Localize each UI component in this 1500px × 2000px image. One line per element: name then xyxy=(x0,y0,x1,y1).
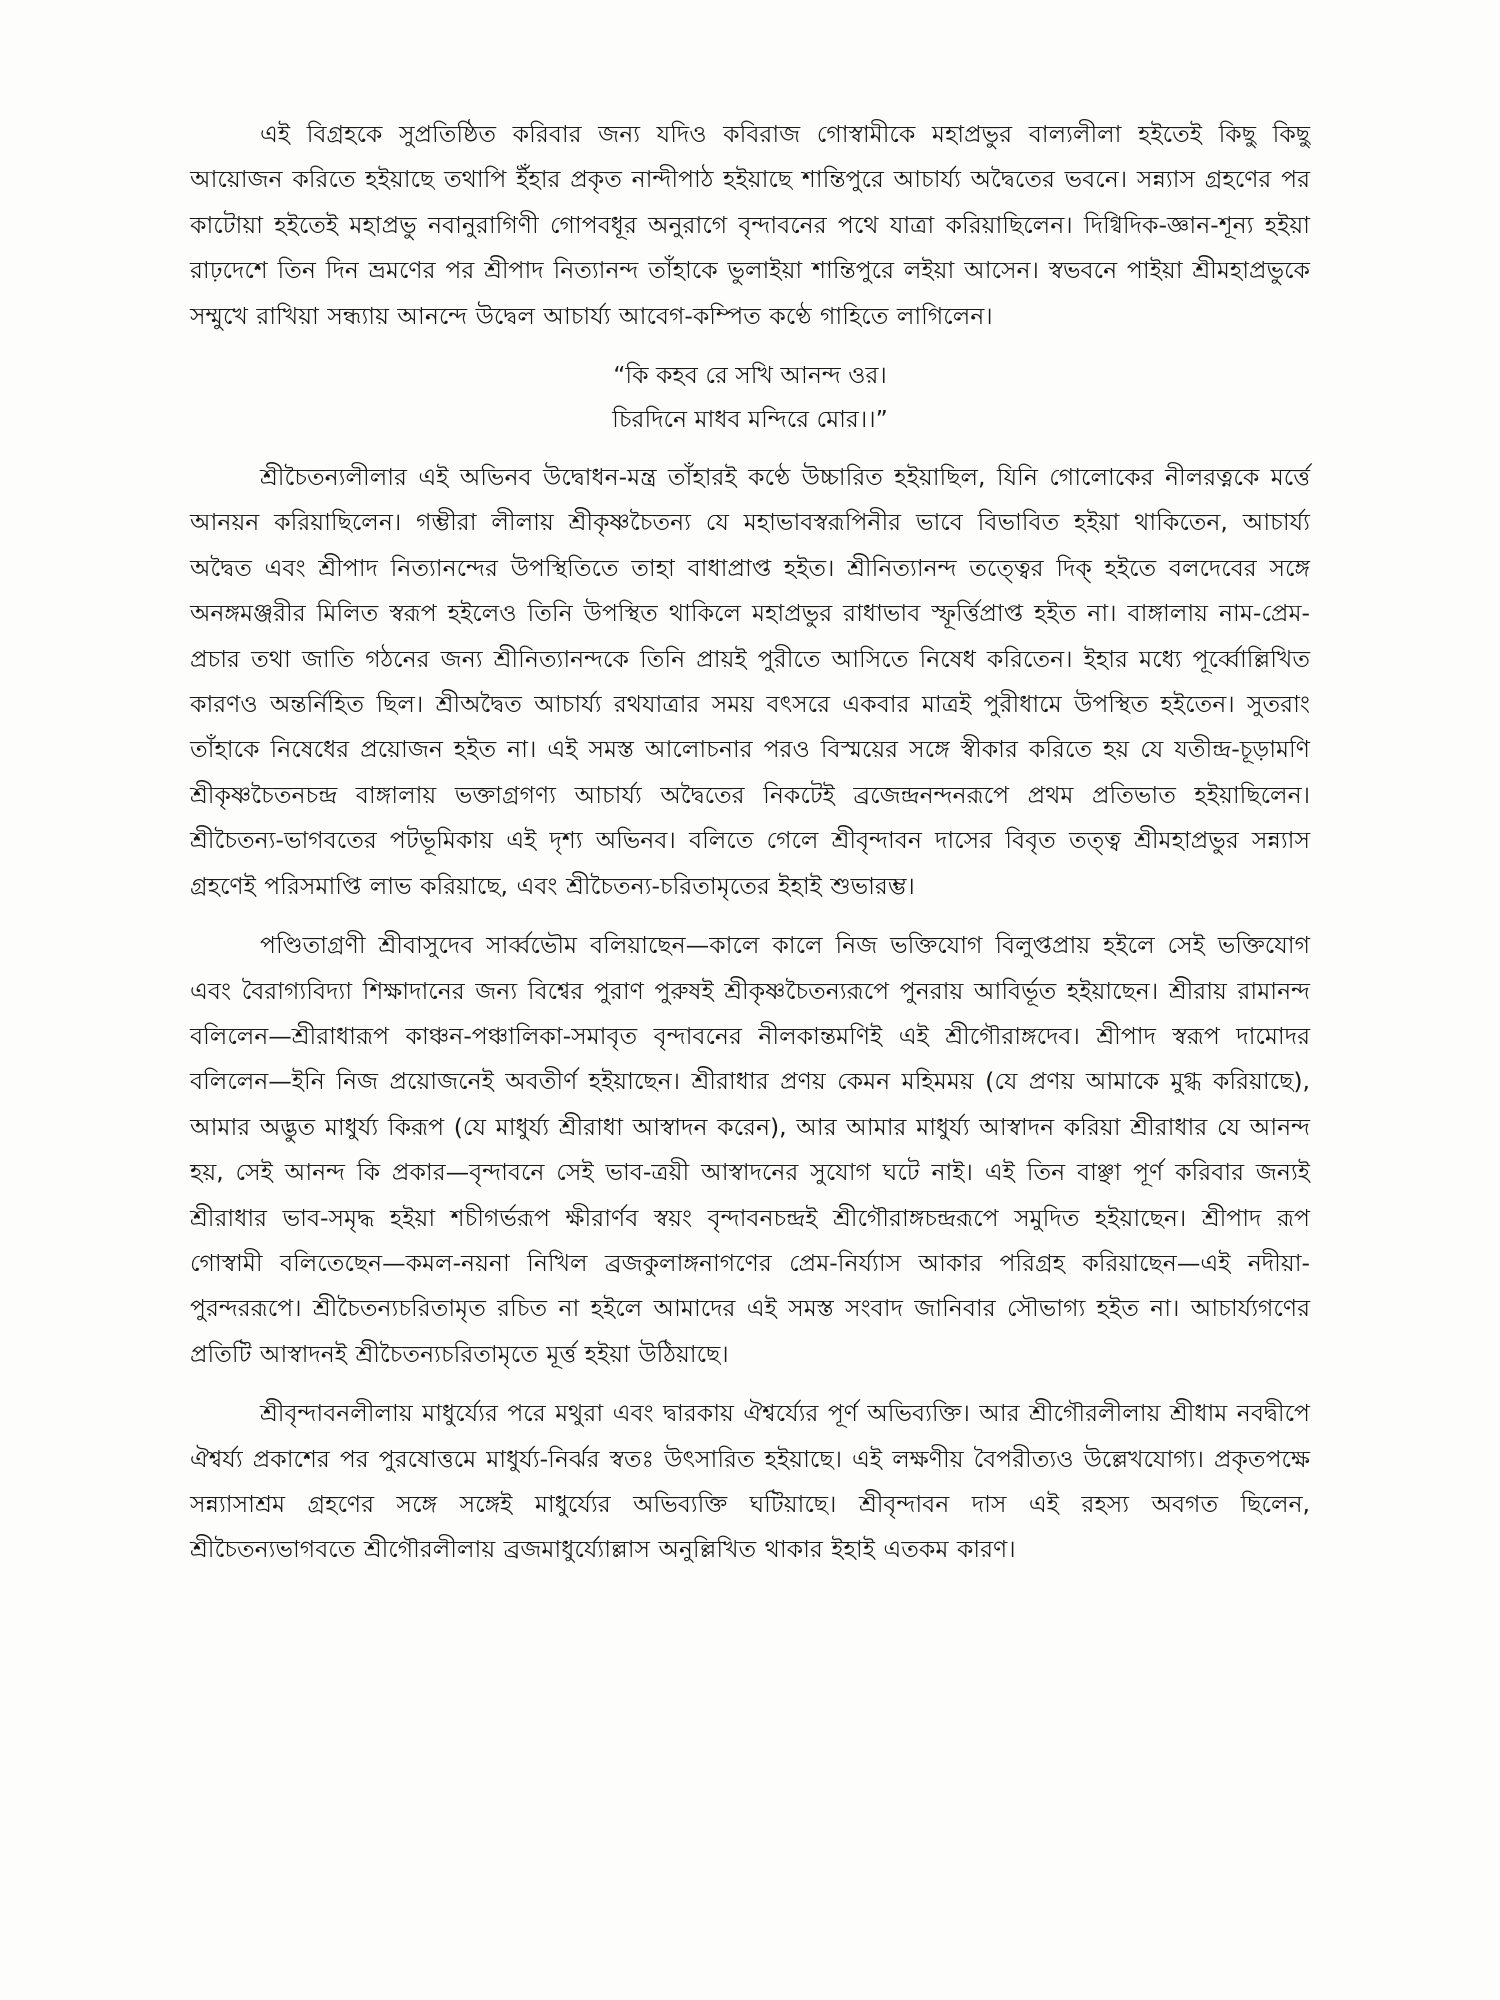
verse-line-2: চিরদিনে মাধব মন্দিরে মোর।।” xyxy=(612,405,888,434)
verse-quote xyxy=(190,353,1310,441)
paragraph-4: শ্রীবৃন্দাবনলীলায় মাধুর্য্যের পরে মথুরা এবং দ্বারকায় ঐশ্বর্য্যের পূর্ণ অভিব্যক্তি। আর শ্রীগৌরলীলায় শ্রীধাম নবদ্বীপে ঐশ্বর্য্য প্রকাশের পর পুরষোত্তমে মাধুর্য্য-নির্ঝর স্বতঃ উৎসারিত হইয়াছে। এই লক্ষণীয় বৈপরীত্যও উল্লেখযোগ্য। প্রকৃতপক্ষে সন্ন্যাসাশ্রম গ্রহণের সঙ্গে সঙ্গেই মাধুর্য্যের অভিব্যক্তি ঘটিয়াছে। শ্রীবৃন্দাবন দাস এই রহস্য অবগত ছিলেন, শ্রীচৈতন্যভাগবতে শ্রীগৌরলীলায় ব্রজমাধুর্য্যোল্লাস অনুল্লিখিত থাকার ইহাই এতকম কারণ। xyxy=(190,1399,1310,1564)
paragraph-3: পণ্ডিতাগ্রণী শ্রীবাসুদেব সার্ব্বভৌম বলিয়াছেন—কালে কালে নিজ ভক্তিযোগ বিলুপ্তপ্রায় হইলে সেই ভক্তিযোগ এবং বৈরাগ্যবিদ্যা শিক্ষাদানের জন্য বিশ্বের পুরাণ পুরুষই শ্রীকৃষ্ণচৈতন্যরূপে পুনরায় আবির্ভূত হইয়াছেন। শ্রীরায় রামানন্দ বলিলেন—শ্রীরাধারূপ কাঞ্চন-পঞ্চালিকা-সমাবৃত বৃন্দাবনের নীলকান্তমণিই এই শ্রীগৌরাঙ্গদেব। শ্রীপাদ স্বরূপ দামোদর বলিলেন—ইনি নিজ প্রয়োজনেই অবতীর্ণ হইয়াছেন। শ্রীরাধার প্রণয় কেমন মহিমময় (যে প্রণয় আমাকে মুগ্ধ করিয়াছে), আমার অদ্ভুত মাধুর্য্য কিরূপ (যে মাধুর্য্য শ্রীরাধা আস্বাদন করেন), আর আমার মাধুর্য্য আস্বাদন করিয়া শ্রীরাধার যে আনন্দ হয়, সেই আনন্দ কি প্রকার—বৃন্দাবনে সেই ভাব-ত্রয়ী আস্বাদনের সুযোগ ঘটে নাই। এই তিন বাঞ্ছা পূর্ণ করিবার জন্যই শ্রীরাধার ভাব-সমৃদ্ধ হইয়া শচীগর্ভরূপ ক্ষীরার্ণব স্বয়ং বৃন্দাবনচন্দ্রই শ্রীগৌরাঙ্গচন্দ্ররূপে সমুদিত হইয়াছেন। শ্রীপাদ রূপ গোস্বামী বলিতেছেন—কমল-নয়না নিখিল ব্রজকুলাঙ্গনাগণের প্রেম-নির্য্যাস আকার পরিগ্রহ করিয়াছেন—এই নদীয়া-পুরন্দররূপে। শ্রীচৈতন্যচরিতামৃত রচিত না হইলে আমাদের এই সমস্ত সংবাদ জানিবার সৌভাগ্য হইত না। আচার্য্যগণের প্রতিটি আস্বাদনই শ্রীচৈতন্যচরিতামৃতে মূর্ত্ত হইয়া উঠিয়াছে। xyxy=(190,931,1310,1368)
paragraph-2: শ্রীচৈতন্যলীলার এই অভিনব উদ্বোধন-মন্ত্র তাঁহারই কণ্ঠে উচ্চারিত হইয়াছিল, যিনি গোলোকের নীলরত্নকে মর্ত্তে আনয়ন করিয়াছিলেন। গম্ভীরা লীলায় শ্রীকৃষ্ণচৈতন্য যে মহাভাবস্বরূপিনীর ভাবে বিভাবিত হইয়া থাকিতেন, আচার্য্য অদ্বৈত এবং শ্রীপাদ নিত্যানন্দের উপস্থিতিতে তাহা বাধাপ্রাপ্ত হইত। শ্রীনিত্যানন্দ তত্ত্বের দিক্‌ হইতে বলদেবের সঙ্গে অনঙ্গমঞ্জরীর মিলিত স্বরূপ হইলেও তিনি উপস্থিত থাকিলে মহাপ্রভুর রাধাভাব স্ফূর্ত্তিপ্রাপ্ত হইত না। বাঙ্গালায় নাম-প্রেম-প্রচার তথা জাতি গঠনের জন্য শ্রীনিত্যানন্দকে তিনি প্রায়ই পুরীতে আসিতে নিষেধ করিতেন। ইহার মধ্যে পূর্ব্বোল্লিখিত কারণও অন্তর্নিহিত ছিল। শ্রীঅদ্বৈত আচার্য্য রথযাত্রার সময় বৎসরে একবার মাত্রই পুরীধামে উপস্থিত হইতেন। সুতরাং তাঁহাকে নিষেধের প্রয়োজন হইত না। এই সমস্ত আলোচনার পরও বিস্ময়ের সঙ্গে স্বীকার করিতে হয় যে যতীন্দ্র-চূড়ামণি শ্রীকৃষ্ণচৈতনচন্দ্র বাঙ্গালায় ভক্তাগ্রগণ্য আচার্য্য অদ্বৈতের নিকটেই ব্রজেন্দ্রনন্দনরূপে প্রথম প্রতিভাত হইয়াছিলেন। শ্রীচৈতন্য-ভাগবতের পটভূমিকায় এই দৃশ্য অভিনব। বলিতে গেলে শ্রীবৃন্দাবন দাসের বিবৃত তত্ত্ব শ্রীমহাপ্রভুর সন্ন্যাস গ্রহণেই পরিসমাপ্তি লাভ করিয়াছে, এবং শ্রীচৈতন্য-চরিতামৃতের ইহাই শুভারম্ভ। xyxy=(190,463,1310,900)
verse-line-1: “কি কহব রে সখি আনন্দ ওর। xyxy=(613,361,887,390)
paragraph-1: এই বিগ্রহকে সুপ্রতিষ্ঠিত করিবার জন্য যদিও কবিরাজ গোস্বামীকে মহাপ্রভুর বাল্যলীলা হইতেই কিছু কিছু আয়োজন করিতে হইয়াছে তথাপি ইঁহার প্রকৃত নান্দীপাঠ হইয়াছে শান্তিপুরে আচার্য্য অদ্বৈতের ভবনে। সন্ন্যাস গ্রহণের পর কাটোয়া হইতেই মহাপ্রভু নবানুরাগিণী গোপবধূর অনুরাগে বৃন্দাবনের পথে যাত্রা করিয়াছিলেন। দিগ্বিদিক-জ্ঞান-শূন্য হইয়া রাঢ়দেশে তিন দিন ভ্রমণের পর শ্রীপাদ নিত্যানন্দ তাঁহাকে ভুলাইয়া শান্তিপুরে লইয়া আসেন। স্বভবনে পাইয়া শ্রীমহাপ্রভুকে সম্মুখে রাখিয়া সন্ধ্যায় আনন্দে উদ্বেল আচার্য্য আবেগ-কম্পিত কণ্ঠে গাহিতে লাগিলেন। xyxy=(190,120,1310,330)
